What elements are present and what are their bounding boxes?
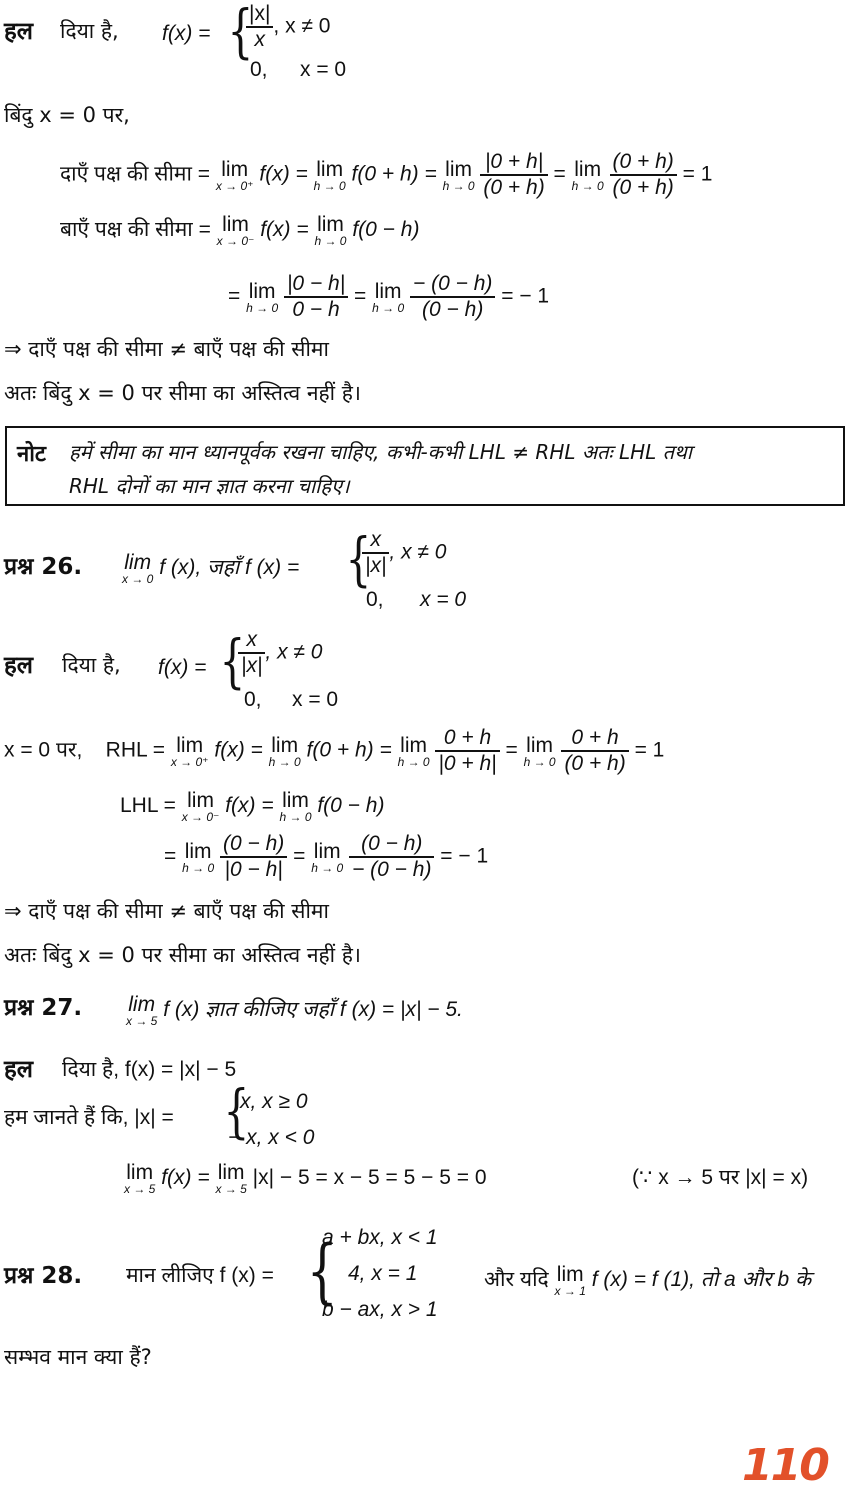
question-26-text: lim x → 0 f (x), जहाँ f (x) = bbox=[122, 551, 300, 586]
conclusion-text: अतः बिंदु x = 0 पर सीमा का अस्तित्व नहीं है। bbox=[4, 381, 361, 405]
rhl-line: x = 0 पर, RHL = lim x → 0⁺ f(x) = lim h → 0 f(0 + h) = lim h → 0 $\frac{0 + h}{|0 + h|}$ = lim h → 0 $\frac{0 + h}{(0 + h)}$ = 1 bbox=[4, 726, 665, 776]
solution-label: हल bbox=[4, 1055, 34, 1083]
question-27-label: प्रश्न 27. bbox=[4, 995, 83, 1021]
solution-label: हल bbox=[4, 651, 34, 679]
sol26-case-1: $\frac{x}{|x|}$ , x ≠ 0 bbox=[238, 628, 322, 678]
sol26-case-2-condition: x = 0 bbox=[292, 688, 339, 711]
left-limit-line: बाएँ पक्ष की सीमा = lim x → 0⁻ f(x) = lim h → 0 f(0 − h) bbox=[60, 213, 420, 248]
question-26-label: प्रश्न 26. bbox=[4, 554, 83, 580]
abs-definition: हम जानते हैं कि, |x| = bbox=[4, 1106, 174, 1129]
lhl-line: LHL = lim x → 0⁻ f(x) = lim h → 0 f(0 − h) bbox=[120, 789, 385, 824]
lhl-line-2: = lim h → 0 $\frac{(0 - h)}{|0 - h|}$ = lim h → 0 $\frac{(0 - h)}{- (0 - h)}$ = − 1 bbox=[164, 832, 489, 882]
brace-icon: { bbox=[306, 1230, 338, 1312]
q28-case-1: a + bx, x < 1 bbox=[322, 1226, 438, 1249]
limit-line: lim x → 5 f(x) = lim x → 5 |x| − 5 = x − 5 = 5 − 5 = 0 bbox=[124, 1161, 487, 1196]
q28-case-2: 4, x = 1 bbox=[348, 1262, 418, 1285]
case-2-condition: x = 0 bbox=[300, 58, 347, 81]
point-text: बिंदु x = 0 पर, bbox=[4, 103, 130, 127]
brace-icon: { bbox=[227, 0, 254, 65]
given-text: दिया है, bbox=[60, 19, 119, 43]
abs-case-1: x, x ≥ 0 bbox=[240, 1090, 308, 1113]
function-lhs: f(x) = bbox=[158, 656, 207, 679]
note-line-2: RHL दोनों का मान ज्ञात करना चाहिए। bbox=[69, 474, 350, 498]
case-1: $\frac{|x|}{x}$ , x ≠ 0 bbox=[246, 2, 330, 52]
right-limit-line: दाएँ पक्ष की सीमा = lim x → 0⁺ f(x) = lim h → 0 f(0 + h) = lim h → 0 $\frac{|0 + h|}{(0 + h)}$ = lim h → 0 $\frac{(0 + h)}{(0 + h)}$ = 1 bbox=[60, 150, 713, 200]
sol26-case-2-value: 0, bbox=[244, 688, 262, 711]
function-lhs: f(x) = bbox=[162, 22, 211, 45]
brace-icon: { bbox=[219, 627, 246, 695]
brace-icon: { bbox=[345, 525, 372, 593]
abs-case-2: − x, x < 0 bbox=[228, 1126, 315, 1149]
q28-case-3: b − ax, x > 1 bbox=[322, 1298, 438, 1321]
given-text: दिया है, bbox=[62, 653, 121, 677]
page-number: 110 bbox=[742, 1440, 828, 1491]
given-text: दिया है, f(x) = |x| − 5 bbox=[62, 1058, 237, 1081]
q26-case-1: $\frac{x}{|x|}$ , x ≠ 0 bbox=[362, 528, 446, 578]
brace-icon: { bbox=[223, 1077, 250, 1145]
because-note: (∵ x → 5 पर |x| = x) bbox=[632, 1166, 809, 1189]
left-limit-line-2: = lim h → 0 $\frac{|0 - h|}{0 - h}$ = lim h → 0 $\frac{- (0 - h)}{(0 - h)}$ = − 1 bbox=[228, 272, 550, 322]
implies-line: ⇒ दाएँ पक्ष की सीमा ≠ बाएँ पक्ष की सीमा bbox=[4, 337, 329, 361]
note-box bbox=[5, 426, 845, 506]
solution-label: हल bbox=[4, 17, 34, 45]
note-label: नोट bbox=[17, 442, 46, 467]
question-28-text-3: सम्भव मान क्या हैं? bbox=[4, 1345, 152, 1369]
note-line-1: हमें सीमा का मान ध्यानपूर्वक रखना चाहिए, कभी-कभी LHL ≠ RHL अतः LHL तथा bbox=[69, 440, 692, 464]
question-27-text: lim x → 5 f (x) ज्ञात कीजिए जहाँ f (x) = |x| − 5. bbox=[126, 993, 463, 1028]
q26-case-2-condition: x = 0 bbox=[420, 588, 467, 611]
conclusion-text: अतः बिंदु x = 0 पर सीमा का अस्तित्व नहीं है। bbox=[4, 943, 361, 967]
question-28-text-2: और यदि lim x → 1 f (x) = f (1), तो a और b के bbox=[484, 1263, 812, 1298]
case-2-value: 0, bbox=[250, 58, 268, 81]
question-28-label: प्रश्न 28. bbox=[4, 1263, 83, 1289]
q26-case-2-value: 0, bbox=[366, 588, 384, 611]
question-28-text-1: मान लीजिए f (x) = bbox=[126, 1264, 274, 1287]
implies-line: ⇒ दाएँ पक्ष की सीमा ≠ बाएँ पक्ष की सीमा bbox=[4, 899, 329, 923]
